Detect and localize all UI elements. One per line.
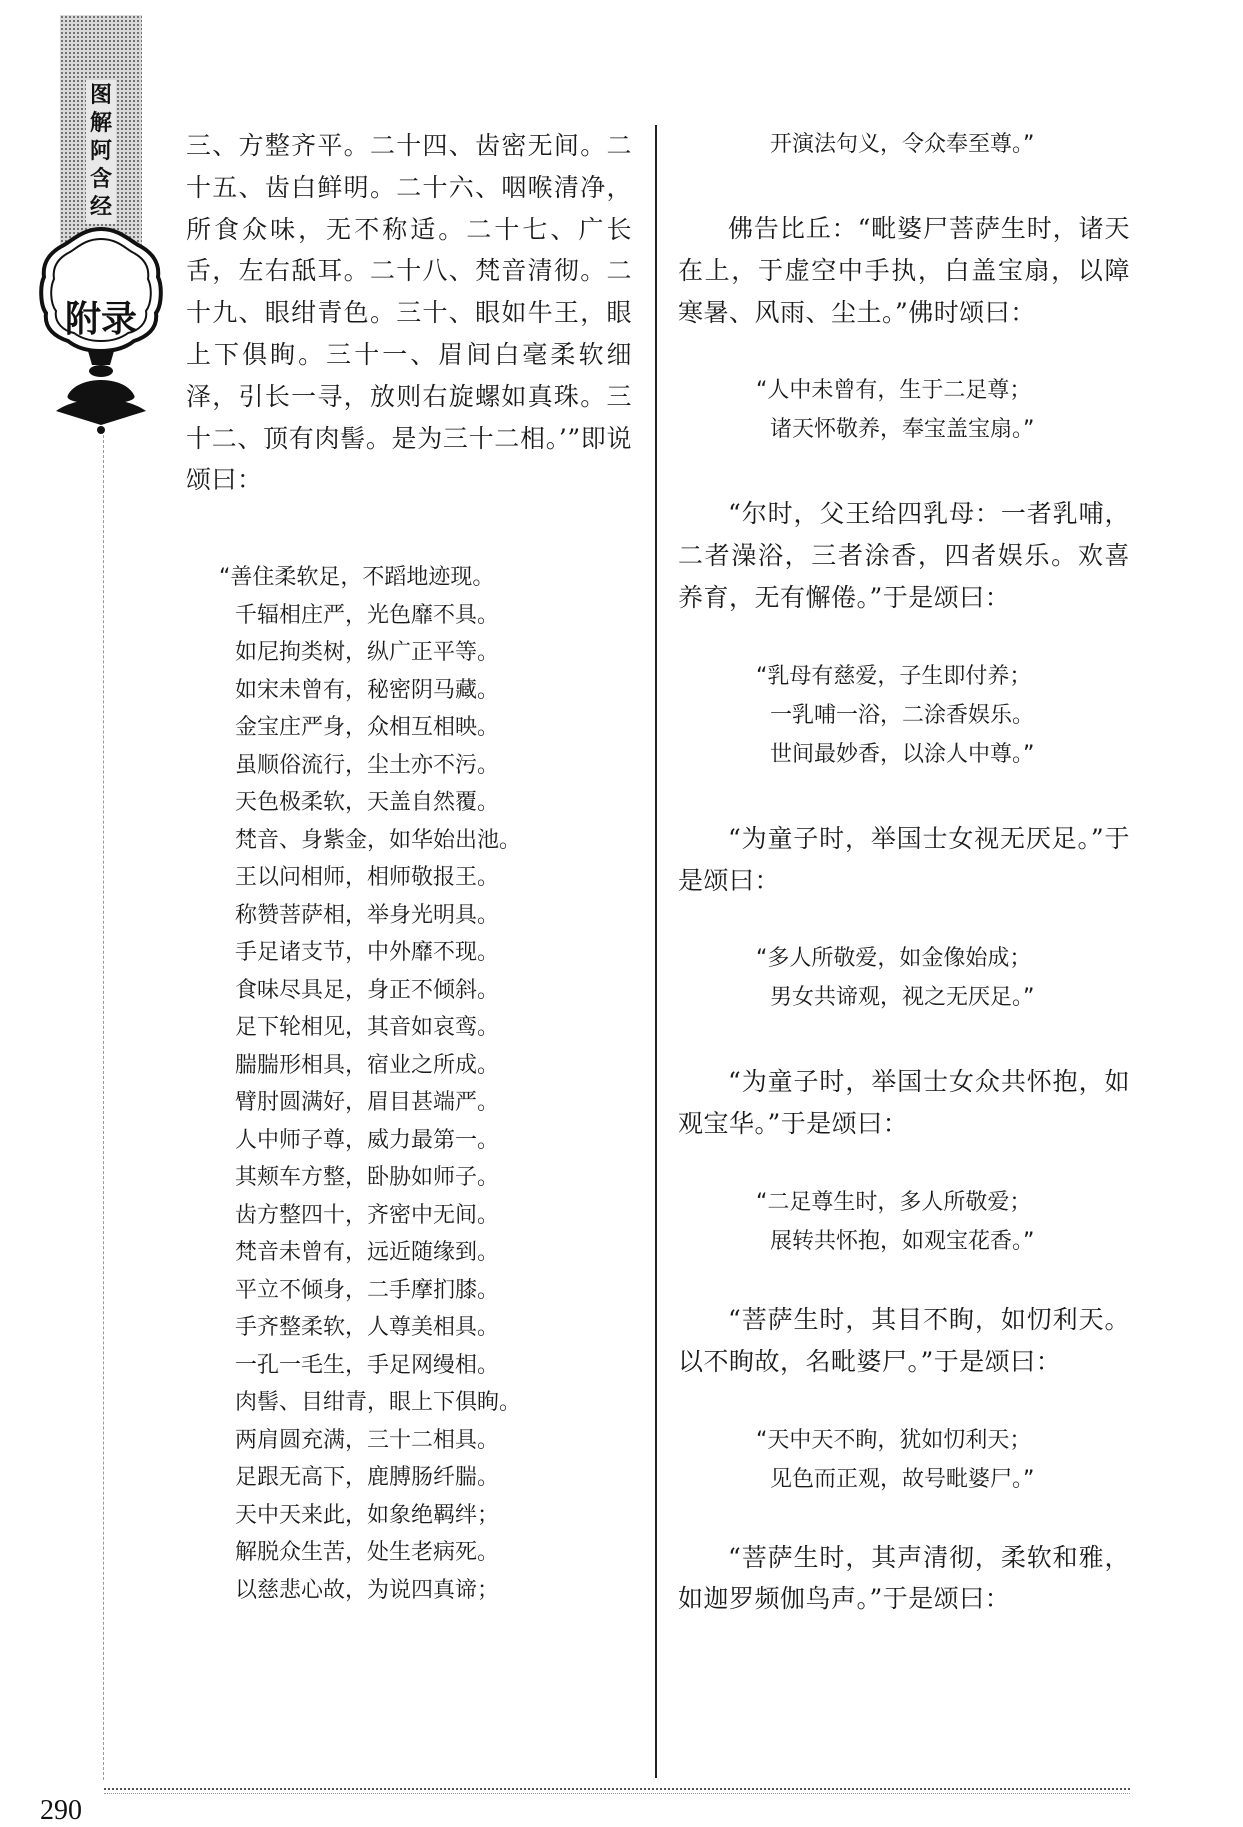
book-title-vertical xyxy=(86,80,116,224)
column-divider xyxy=(655,125,657,1778)
book-title-char: 经 xyxy=(89,195,112,220)
verse-line: 千辐相庄严，光色靡不具。 xyxy=(235,602,500,628)
verse-line: 展转共怀抱，如观宝花香。” xyxy=(770,1228,1035,1254)
verse-line: 称赞菩萨相，举身光明具。 xyxy=(235,902,500,928)
right-column xyxy=(678,125,1130,1620)
verse-line: 肉髻、目绀青，眼上下俱眴。 xyxy=(235,1390,522,1416)
verse-line: 平立不倾身，二手摩扪膝。 xyxy=(235,1277,500,1303)
verse-block xyxy=(678,371,1130,449)
verse-line: 足下轮相见，其音如哀鸾。 xyxy=(235,1015,500,1041)
verse-line: “善住柔软足，不蹈地迹现。 xyxy=(219,565,495,591)
verse-line: 世间最妙香，以涂人中尊。” xyxy=(770,741,1035,767)
verse-line: 齿方整四十，齐密中无间。 xyxy=(235,1202,500,1228)
verse-line: 天中天来此，如象绝羁绊； xyxy=(235,1502,500,1528)
verse-line: 男女共谛观，视之无厌足。” xyxy=(770,985,1035,1011)
verse-line: 手足诸支节，中外靡不现。 xyxy=(235,940,500,966)
paragraph: “菩萨生时，其目不眴，如忉利天。以不眴故，名毗婆尸。”于是颂曰： xyxy=(678,1304,1130,1376)
verse-block xyxy=(678,657,1130,774)
verse-line: “乳母有慈爱，子生即付养； xyxy=(756,663,1032,689)
intro-paragraph: 三、方整齐平。二十四、齿密无间。二十五、齿白鲜明。二十六、咽喉清净，所食众味，无不称适。二十七、广长舌，左右舐耳。二十八、梵音清彻。二十九、眼绀青色。三十、眼如牛王，眼上下俱眴。三十一、眉间白毫柔软细泽，引长一寻，放则右旋螺如真珠。三十二、顶有肉髻。是为三十二相。’”即说颂曰： xyxy=(186,131,632,495)
verse-line: “多人所敬爱，如金像始成； xyxy=(756,946,1032,972)
verse-line: 梵音未曾有，远近随缘到。 xyxy=(235,1240,500,1266)
verse-line: 如宋未曾有，秘密阴马藏。 xyxy=(235,677,500,703)
verse-line: “人中未曾有，生于二足尊； xyxy=(756,378,1032,404)
section-label: 附录 xyxy=(64,299,137,340)
verse-line: 王以问相师，相师敬报王。 xyxy=(235,865,500,891)
verse-block xyxy=(678,939,1130,1017)
paragraph: “为童子时，举国士女视无厌足。”于是颂曰： xyxy=(678,823,1130,895)
verse-block xyxy=(186,559,632,1609)
verse-line: 梵音、身紫金，如华始出池。 xyxy=(235,827,522,853)
footer-rule xyxy=(104,1788,1130,1794)
verse-line: 解脱众生苦，处生老病死。 xyxy=(235,1540,500,1566)
verse-line: 一孔一毛生，手足网缦相。 xyxy=(235,1352,500,1378)
verse-line: 食味尽具足，身正不倾斜。 xyxy=(235,977,500,1003)
verse-line: 金宝庄严身，众相互相映。 xyxy=(235,715,500,741)
book-title-char: 含 xyxy=(89,167,112,192)
verse-line: “二足尊生时，多人所敬爱； xyxy=(756,1189,1032,1215)
verse-line: 以慈悲心故，为说四真谛； xyxy=(235,1577,500,1603)
verse-line: 一乳哺一浴，二涂香娱乐。 xyxy=(770,702,1035,728)
verse-line: 诸天怀敬养，奉宝盖宝扇。” xyxy=(770,417,1035,443)
verse-continuation xyxy=(678,125,1130,164)
sidebar-guide-line xyxy=(103,435,104,1780)
verse-line: 开演法句义，令众奉至尊。” xyxy=(770,132,1035,157)
paragraph: “为童子时，举国士女众共怀抱，如观宝华。”于是颂曰： xyxy=(678,1067,1130,1139)
verse-line: 其颊车方整，卧胁如师子。 xyxy=(235,1165,500,1191)
verse-line: 天色极柔软，天盖自然覆。 xyxy=(235,790,500,816)
verse-line: 人中师子尊，威力最第一。 xyxy=(235,1127,500,1153)
verse-line: 足跟无高下，鹿膊肠纤腨。 xyxy=(235,1465,500,1491)
left-column xyxy=(186,125,632,1609)
book-title-char: 图 xyxy=(89,83,112,108)
verse-line: 臂肘圆满好，眉目甚端严。 xyxy=(235,1090,500,1116)
book-title-char: 阿 xyxy=(89,139,112,164)
verse-line: 腨腨形相具，宿业之所成。 xyxy=(235,1052,500,1078)
book-title-char: 解 xyxy=(89,111,112,136)
page-number: 290 xyxy=(40,1795,82,1826)
verse-line: 两肩圆充满，三十二相具。 xyxy=(235,1427,500,1453)
paragraph: “菩萨生时，其声清彻，柔软和雅，如迦罗频伽鸟声。”于是颂曰： xyxy=(678,1542,1130,1614)
paragraph: “尔时，父王给四乳母：一者乳哺，二者澡浴，三者涂香，四者娱乐。欢喜养育，无有懈倦。”于是颂曰： xyxy=(678,499,1130,612)
verse-line: “天中天不眴，犹如忉利天； xyxy=(756,1427,1032,1453)
verse-block xyxy=(678,1183,1130,1261)
verse-block xyxy=(678,1421,1130,1499)
verse-line: 手齐整柔软，人尊美相具。 xyxy=(235,1315,500,1341)
verse-line: 见色而正观，故号毗婆尸。” xyxy=(770,1466,1035,1492)
paragraph: 佛告比丘：“毗婆尸菩萨生时，诸天在上，于虚空中手执，白盖宝扇，以障寒暑、风雨、尘土。”佛时颂曰： xyxy=(678,214,1130,327)
verse-line: 虽顺俗流行，尘土亦不污。 xyxy=(235,752,500,778)
verse-line: 如尼拘类树，纵广正平等。 xyxy=(235,640,500,666)
